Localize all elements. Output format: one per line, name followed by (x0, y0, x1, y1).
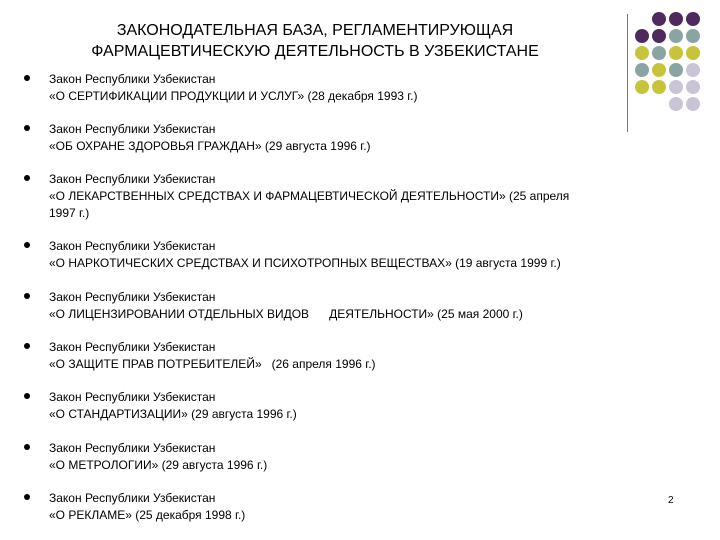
decorative-dot (686, 29, 700, 43)
decorative-dot (652, 12, 666, 26)
decorative-dot (686, 12, 700, 26)
law-name-continued: 1997 г.) (49, 206, 90, 220)
bullet-icon (24, 343, 30, 349)
law-name: «О ЛИЦЕНЗИРОВАНИИ ОТДЕЛЬНЫХ ВИДОВ ДЕЯТЕЛЬНОСТИ» (25 мая 2000 г.) (49, 307, 523, 321)
slide-title (20, 20, 610, 62)
law-type: Закон Республики Узбекистан (49, 72, 216, 86)
law-name: «О РЕКЛАМЕ» (25 декабря 1998 г.) (49, 508, 246, 522)
list-item-text (49, 389, 699, 423)
law-type: Закон Республики Узбекистан (49, 122, 216, 136)
bullet-icon (24, 494, 30, 500)
law-name: «О ЗАЩИТЕ ПРАВ ПОТРЕБИТЕЛЕЙ» (26 апреля 1996 г.) (49, 357, 376, 371)
decorative-dot (635, 46, 649, 60)
list-item-text (49, 171, 699, 222)
bullet-icon (24, 75, 30, 81)
decorative-dot (669, 29, 683, 43)
list-item-text (49, 490, 699, 524)
list-item-text (49, 121, 699, 155)
law-type: Закон Республики Узбекистан (49, 491, 216, 505)
list-item-text (49, 71, 699, 105)
slide-title-line-1: ЗАКОНОДАТЕЛЬНАЯ БАЗА, РЕГЛАМЕНТИРУЮЩАЯ (116, 22, 514, 39)
decorative-dot (635, 29, 649, 43)
law-type: Закон Республики Узбекистан (49, 172, 216, 186)
bullet-icon (24, 293, 30, 299)
decorative-dot (669, 46, 683, 60)
decorative-dot (686, 46, 700, 60)
law-type: Закон Республики Узбекистан (49, 290, 216, 304)
bullet-icon (24, 175, 30, 181)
page-number: 2 (668, 495, 674, 506)
bullet-icon (24, 444, 30, 450)
decorative-dot (669, 12, 683, 26)
decorative-dot (652, 29, 666, 43)
law-name: «О НАРКОТИЧЕСКИХ СРЕДСТВАХ И ПСИХОТРОПНЫХ ВЕЩЕСТВАХ» (19 августа 1999 г.) (49, 256, 561, 270)
slide-title-line-2: ФАРМАЦЕВТИЧЕСКУЮ ДЕЯТЕЛЬНОСТЬ В УЗБЕКИСТАНЕ (91, 43, 539, 60)
list-item-text (49, 289, 699, 323)
list-item-text (49, 238, 699, 272)
law-name: «О ЛЕКАРСТВЕННЫХ СРЕДСТВАХ И ФАРМАЦЕВТИЧЕСКОЙ ДЕЯТЕЛЬНОСТИ» (25 апреля (49, 189, 570, 203)
bullet-icon (24, 393, 30, 399)
law-type: Закон Республики Узбекистан (49, 239, 216, 253)
law-name: «О МЕТРОЛОГИИ» (29 августа 1996 г.) (49, 458, 268, 472)
law-name: «ОБ ОХРАНЕ ЗДОРОВЬЯ ГРАЖДАН» (29 августа 1996 г.) (49, 139, 371, 153)
list-item-text (49, 339, 699, 373)
law-type: Закон Республики Узбекистан (49, 340, 216, 354)
bullet-icon (24, 242, 30, 248)
bullet-icon (24, 125, 30, 131)
list-item-text (49, 440, 699, 474)
law-type: Закон Республики Узбекистан (49, 390, 216, 404)
law-name: «О СТАНДАРТИЗАЦИИ» (29 августа 1996 г.) (49, 407, 297, 421)
decorative-dot (652, 46, 666, 60)
law-type: Закон Республики Узбекистан (49, 441, 216, 455)
law-name: «О СЕРТИФИКАЦИИ ПРОДУКЦИИ И УСЛУГ» (28 декабря 1993 г.) (49, 89, 418, 103)
